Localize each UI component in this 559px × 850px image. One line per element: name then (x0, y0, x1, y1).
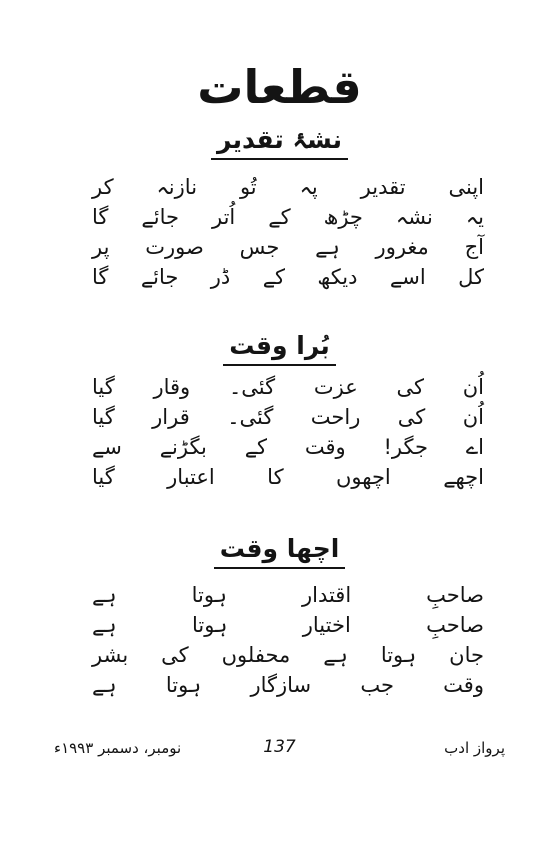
journal-name: پرواز ادب (444, 739, 505, 757)
section-heading-text: نشۂ تقدیر (211, 124, 348, 160)
verse-line: اچھے اچھوں کا اعتبار گیا (92, 465, 484, 489)
verse-line: صاحبِ اقتدار ہوتا ہے (92, 583, 484, 607)
verse-line: آج مغرور ہے جس صورت پر (92, 235, 484, 259)
stanza-1 (92, 172, 484, 292)
verse-line: جان ہوتا ہے محفلوں کی بشر (92, 643, 484, 667)
page-footer (54, 737, 505, 765)
verse-line: اپنی تقدیر پہ تُو نازنہ کر (92, 175, 484, 199)
section-heading-1 (0, 124, 559, 160)
section-heading-3 (0, 533, 559, 569)
page-title: قطعات (197, 60, 362, 114)
verse-line: صاحبِ اختیار ہوتا ہے (92, 613, 484, 637)
section-heading-text: بُرا وقت (223, 330, 336, 366)
issue-date: نومبر، دسمبر ۱۹۹۳ء (54, 739, 182, 757)
stanza-3 (92, 580, 484, 700)
verse-line: وقت جب سازگار ہوتا ہے (92, 673, 484, 697)
verse-line: اُن کی عزت گئی۔ وقار گیا (92, 375, 484, 399)
verse-line: اُن کی راحت گئی۔ قرار گیا (92, 405, 484, 429)
verse-line: اے جگر! وقت کے بگڑنے سے (92, 435, 484, 459)
section-heading-text: اچھا وقت (214, 533, 346, 569)
verse-line: کل اسے دیکھ کے ڈر جائے گا (92, 265, 484, 289)
page-number: 137 (263, 737, 296, 757)
verse-line: یہ نشہ چڑھ کے اُتر جائے گا (92, 205, 484, 229)
stanza-2 (92, 372, 484, 492)
section-heading-2 (0, 330, 559, 366)
